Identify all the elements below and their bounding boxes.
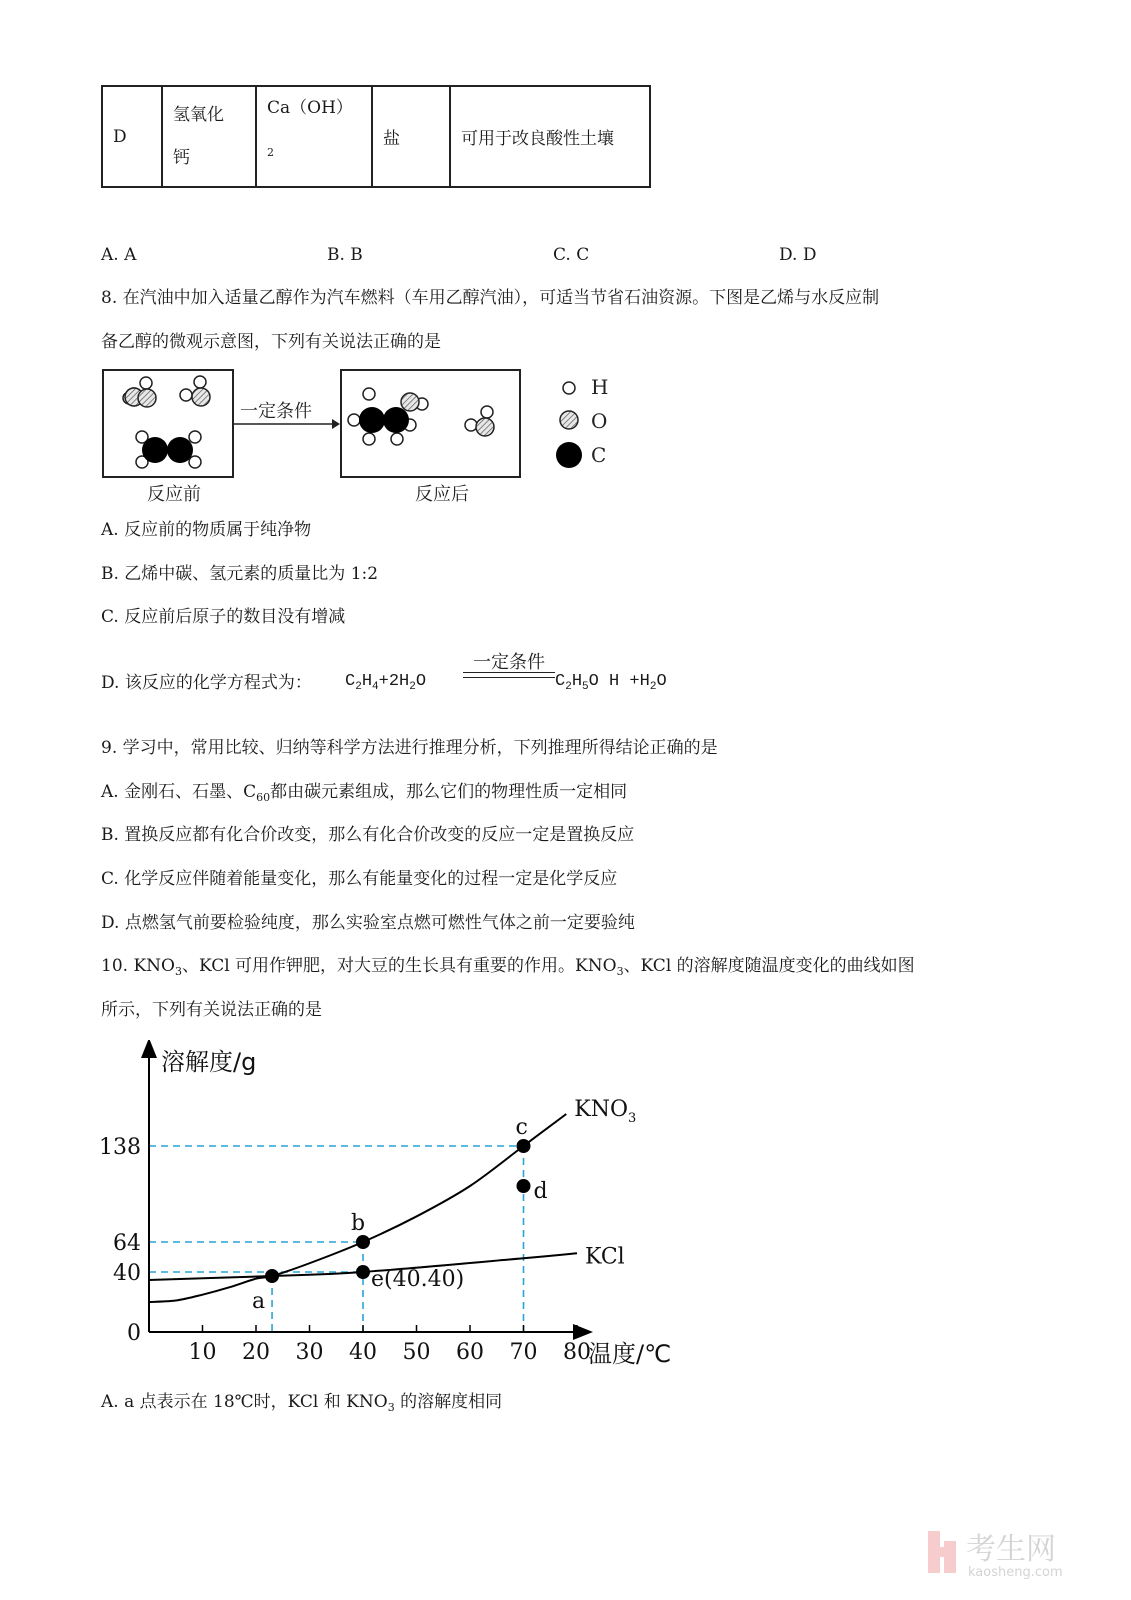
data-point-d [517, 1179, 531, 1193]
before-box [103, 370, 233, 477]
point-label-a: a [252, 1289, 266, 1314]
stem-part1: 10. KNO [101, 956, 175, 976]
point-label-b: b [351, 1211, 366, 1236]
stem-sub1: 3 [174, 965, 182, 978]
watermark-brand: 考生网 [966, 1532, 1056, 1567]
q7-choice-d[interactable]: D. D [779, 245, 817, 265]
choice-a-pre: A. a 点表示在 18℃时，KCl 和 KNO [101, 1392, 388, 1412]
series-label-kno3: $KNO_3$ [574, 1097, 637, 1126]
eq-term: O H +H [588, 672, 650, 691]
oxygen-atom-icon [560, 411, 578, 429]
table-cell-category [372, 86, 450, 187]
category: 盐 [383, 129, 400, 149]
equation-equals-sign [463, 672, 555, 678]
y-tick-label: 64 [113, 1231, 141, 1256]
eq-term: C [345, 672, 356, 691]
solubility-chart [95, 1040, 695, 1380]
q8-choice-b[interactable]: B. 乙烯中碳、氢元素的质量比为 1:2 [101, 564, 379, 584]
x-tick-label: 50 [402, 1340, 431, 1365]
q8-choice-d[interactable] [101, 672, 312, 694]
table-cell-use [450, 86, 650, 187]
watermark-logo-icon [928, 1525, 1118, 1580]
use: 可用于改良酸性土壤 [461, 129, 614, 149]
name-line1: 氢氧化 [173, 104, 224, 125]
q9-choice-a[interactable] [101, 781, 627, 809]
reaction-diagram-svg [100, 367, 640, 507]
after-label: 反应后 [415, 484, 469, 505]
formula-main: Ca（OH） [267, 98, 353, 118]
y-tick-label: 138 [99, 1135, 141, 1160]
option-letter: D [113, 126, 127, 147]
y-axis-label: 溶解度/g [161, 1048, 257, 1076]
eq-subscript: 2 [565, 681, 572, 693]
eq-term: H [571, 672, 583, 691]
eq-term: H [361, 672, 373, 691]
solubility-chart-svg [95, 1040, 695, 1380]
point-label-d: d [533, 1179, 548, 1204]
q9-choice-d[interactable]: D. 点燃氢气前要检验纯度，那么实验室点燃可燃性气体之前一定要验纯 [101, 913, 635, 933]
data-point-b [356, 1235, 370, 1249]
table-cell-formula [256, 86, 372, 187]
formula-sub: 2 [267, 146, 274, 159]
answer-table-row-d [101, 85, 651, 188]
x-tick-label: 80 [563, 1340, 591, 1365]
stem-part2: 、KCl 可用作钾肥，对大豆的生长具有重要的作用。KNO [181, 956, 617, 976]
name-line2: 钙 [173, 147, 190, 168]
x-tick-label: 60 [456, 1340, 484, 1365]
data-point-a [265, 1269, 279, 1283]
series-label-kcl: KCl [585, 1244, 625, 1270]
legend-o: O [591, 409, 608, 433]
data-point-e [356, 1265, 370, 1279]
choice-a-post: 的溶解度相同 [394, 1392, 503, 1412]
x-axis-label: 温度/℃ [588, 1340, 672, 1368]
q10-stem-line1 [101, 955, 915, 983]
hydrogen-atom-icon [563, 382, 575, 394]
legend-h: H [591, 375, 609, 399]
arrow-label: 一定条件 [240, 401, 312, 422]
eq-term: +2H [378, 672, 410, 691]
eq-term: O [415, 672, 427, 691]
before-label: 反应前 [147, 484, 201, 505]
y-tick-label: 0 [127, 1321, 141, 1346]
series-label-sub: 3 [628, 1111, 637, 1126]
equation-condition: 一定条件 [473, 652, 545, 673]
watermark-domain: kaosheng.com [968, 1565, 1063, 1580]
q8-choice-c[interactable]: C. 反应前后原子的数目没有增减 [101, 607, 346, 627]
arrow-head-icon [332, 419, 340, 429]
choice-d-prefix: D. 该反应的化学方程式为： [101, 673, 312, 693]
q7-choice-c[interactable]: C. C [553, 245, 590, 265]
eq-term: C [555, 672, 566, 691]
q10-choice-a[interactable] [101, 1391, 502, 1419]
point-label-c: c [515, 1115, 528, 1140]
point-label-e: e(40.40) [371, 1267, 465, 1292]
x-tick-label: 10 [188, 1340, 217, 1365]
watermark [928, 1525, 1118, 1584]
y-tick-label: 40 [113, 1261, 141, 1286]
choice-a-sub: 3 [387, 1401, 395, 1414]
table-cell-name [162, 86, 256, 187]
stem-part3: 、KCl 的溶解度随温度变化的曲线如图 [623, 956, 915, 976]
equation-rhs [555, 672, 667, 693]
legend-c: C [591, 443, 607, 467]
eq-subscript: 5 [582, 681, 589, 693]
q9-choice-b[interactable]: B. 置换反应都有化合价改变，那么有化合价改变的反应一定是置换反应 [101, 825, 635, 845]
q7-choice-b[interactable]: B. B [327, 245, 363, 265]
q8-choice-a[interactable]: A. 反应前的物质属于纯净物 [101, 520, 312, 540]
q9-choice-c[interactable]: C. 化学反应伴随着能量变化，那么有能量变化的过程一定是化学反应 [101, 869, 618, 889]
eq-subscript: 4 [372, 681, 379, 693]
x-tick-label: 20 [242, 1340, 270, 1365]
equation-lhs [345, 672, 426, 693]
q10-stem-line2: 所示，下列有关说法正确的是 [101, 1000, 322, 1020]
choice-a-pre: A. 金刚石、石墨、C [101, 782, 257, 802]
choice-a-sub: 60 [256, 791, 271, 804]
stem-sub2: 3 [616, 965, 624, 978]
q8-stem-line2: 备乙醇的微观示意图，下列有关说法正确的是 [101, 332, 441, 352]
eq-subscript: 2 [355, 681, 362, 693]
q7-choice-a[interactable]: A. A [101, 245, 137, 265]
eq-subscript: 2 [409, 681, 416, 693]
x-tick-label: 40 [349, 1340, 377, 1365]
eq-subscript: 2 [649, 681, 657, 693]
eq-term: O [656, 672, 667, 691]
q8-stem-line1: 8. 在汽油中加入适量乙醇作为汽车燃料（车用乙醇汽油），可适当节省石油资源。下图是乙烯与水反应制 [101, 288, 880, 308]
choice-a-post: 都由碳元素组成，那么它们的物理性质一定相同 [270, 782, 628, 802]
carbon-atom-icon [556, 442, 582, 468]
x-tick-label: 70 [509, 1340, 538, 1365]
x-tick-label: 30 [295, 1340, 324, 1365]
table-cell-option [102, 86, 162, 187]
q9-stem: 9. 学习中，常用比较、归纳等科学方法进行推理分析，下列推理所得结论正确的是 [101, 738, 718, 758]
reaction-diagram [100, 367, 640, 507]
data-point-c [517, 1139, 531, 1153]
